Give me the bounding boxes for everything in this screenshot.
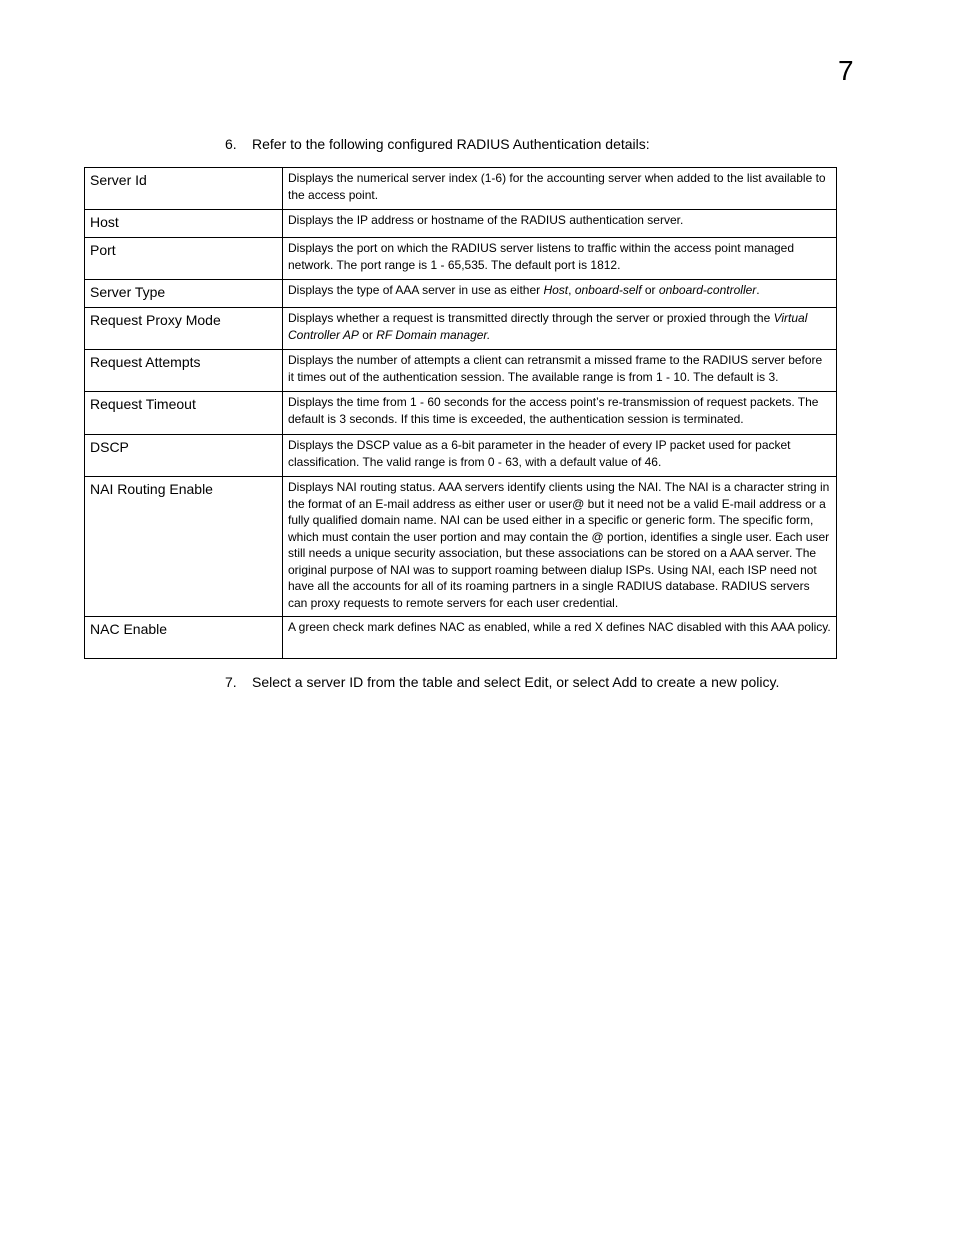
table-row (85, 238, 837, 280)
table-row (85, 168, 837, 210)
step-7-text-3: to create a new policy. (637, 674, 780, 690)
table-row (85, 308, 837, 350)
table-row (85, 350, 837, 392)
term-server-id: Server Id (85, 168, 283, 210)
step-6-number: 6. (225, 136, 237, 152)
desc-proxy-virtual-controller: Virtual Controller AP (288, 311, 808, 342)
desc-request-timeout: Displays the time from 1 - 60 seconds for the access point’s re-transmission of request packets. The default is 3 seconds. If this time is exceeded, the authentication session is terminated. (283, 392, 837, 435)
term-host: Host (85, 210, 283, 238)
desc-nai-routing-enable: Displays NAI routing status. AAA servers identify clients using the NAI. The NAI is a character string in the format of an E-mail address as either user or user@ but it need not be a valid E-mail address or a fully qualified domain name. NAI can be used either in a specific or generic form. The specific form, which must contain the user portion and may contain the @ portion, identifies a single user. Each user still needs a unique security association, but these associations can be stored on a AAA server. The original purpose of NAI was to support roaming between dialup ISPs. Using NAI, each ISP need not have all the accounts for all of its roaming partners in a single RADIUS database. RADIUS servers can proxy requests to remote servers for each user credential. (283, 477, 837, 617)
term-nac-enable: NAC Enable (85, 617, 283, 659)
radius-authentication-details-table (84, 167, 837, 659)
add-label: Add (612, 674, 638, 690)
term-port: Port (85, 238, 283, 280)
desc-host: Displays the IP address or hostname of the RADIUS authentication server. (283, 210, 837, 238)
desc-nac-enable: A green check mark defines NAC as enabled, while a red X defines NAC disabled with this AAA policy. (283, 617, 837, 659)
step-6-text: Refer to the following configured RADIUS Authentication details: (252, 136, 650, 152)
desc-request-attempts: Displays the number of attempts a client can retransmit a missed frame to the RADIUS server before it times out of the authentication session. The available range is from 1 - 10. The default is 3. (283, 350, 837, 392)
table-row (85, 280, 837, 308)
term-request-timeout: Request Timeout (85, 392, 283, 435)
desc-proxy-prefix: Displays whether a request is transmitted directly through the server or proxied through the (288, 311, 774, 325)
step-7 (225, 673, 779, 691)
step-7-text-2: or select (552, 674, 613, 690)
desc-proxy-sep: or (358, 327, 377, 342)
table-row (85, 392, 837, 435)
desc-server-type (283, 280, 837, 308)
desc-server-type-suffix: . (756, 283, 760, 297)
edit-label: Edit, (524, 674, 553, 690)
step-7-number: 7. (225, 674, 237, 690)
term-nai-routing-enable: NAI Routing Enable (85, 477, 283, 617)
desc-dscp: Displays the DSCP value as a 6-bit parameter in the header of every IP packet used for packet classification. The valid range is from 0 - 63, with a default value of 46. (283, 435, 837, 477)
desc-request-proxy-mode (283, 308, 837, 350)
desc-server-type-sep2: or (641, 283, 659, 297)
desc-server-id: Displays the numerical server index (1-6) for the accounting server when added to the list available to the access point. (283, 168, 837, 210)
desc-server-type-sep1: , (568, 283, 575, 297)
term-dscp: DSCP (85, 435, 283, 477)
table-row (85, 617, 837, 659)
desc-port: Displays the port on which the RADIUS server listens to traffic within the access point managed network. The port range is 1 - 65,535. The default port is 1812. (283, 238, 837, 280)
table-row (85, 210, 837, 238)
term-server-type: Server Type (85, 280, 283, 308)
chapter-number: 7 (838, 55, 854, 86)
desc-server-type-prefix: Displays the type of AAA server in use as either (288, 283, 544, 297)
table-row (85, 435, 837, 477)
step-7-text-1: Select a server ID from the table and select (252, 674, 525, 690)
desc-server-type-host: Host (543, 283, 569, 297)
term-request-proxy-mode: Request Proxy Mode (85, 308, 283, 350)
table-row (85, 477, 837, 617)
desc-proxy-rf-domain: RF Domain manager. (376, 327, 491, 342)
desc-server-type-onboard-self: onboard-self (574, 283, 642, 297)
step-6 (225, 135, 650, 153)
term-request-attempts: Request Attempts (85, 350, 283, 392)
desc-server-type-onboard-controller: onboard-controller (658, 283, 757, 297)
